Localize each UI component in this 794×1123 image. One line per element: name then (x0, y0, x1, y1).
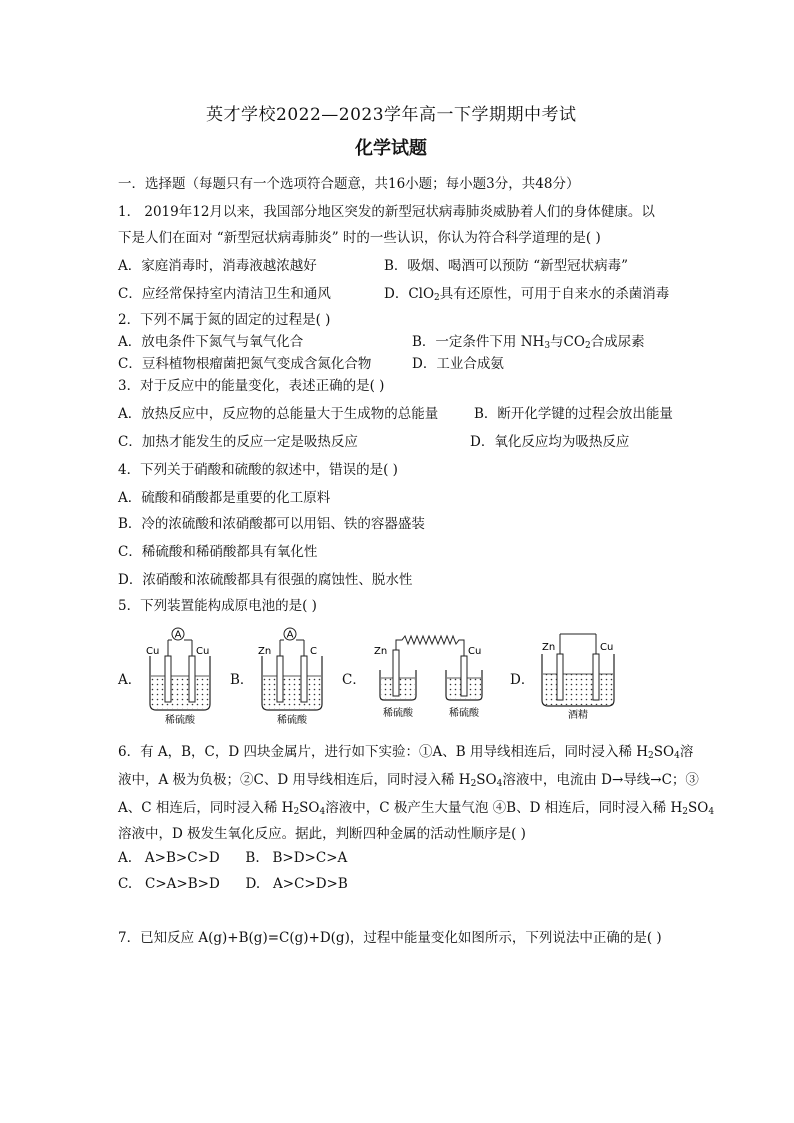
q3-option-a: A．放热反应中，反应物的总能量大于生成物的总能量 (118, 406, 439, 422)
q5-figure-d-letter: D． (510, 672, 535, 688)
electrode-left-label: Zn (374, 646, 388, 657)
q5-figure-b-letter: B． (230, 672, 254, 688)
electrode-right-label: Cu (600, 642, 614, 653)
electrode-right (189, 656, 195, 702)
q4-option-b: B．冷的浓硫酸和浓硝酸都可以用铝、铁的容器盛装 (118, 516, 425, 532)
q6-line3: A、C 相连后，同时浸入稀 $H_2SO_4$溶液中，C 极产生大量气泡 ④B、D 相连后，同时浸入稀 $H_2SO_4$ (118, 800, 715, 817)
electrode-right-label: Cu (196, 646, 210, 657)
q3-option-d: D．氧化反应均为吸热反应 (470, 434, 630, 450)
liquid-left-label: 稀硫酸 (383, 708, 413, 719)
electrode-left-label: Zn (258, 646, 272, 657)
electrode-right (461, 656, 467, 696)
electrode-left-label: Cu (146, 646, 160, 657)
q5-figure-d (534, 622, 620, 722)
ammeter-label: A (286, 629, 294, 641)
q6-options-row1: A. A>B>C>D B. B>D>C>A (118, 850, 348, 866)
q6-line4: 溶液中，D 极发生氧化反应。据此，判断四种金属的活动性顺序是( ) (118, 826, 526, 842)
liquid-label: 稀硫酸 (165, 715, 195, 726)
q2-option-d: D．工业合成氨 (412, 356, 504, 372)
q4-option-a: A．硫酸和硝酸都是重要的化工原料 (118, 490, 331, 506)
electrode-right (593, 654, 599, 700)
q1-option-a: A．家庭消毒时，消毒液越浓越好 (118, 258, 317, 274)
q3-option-b: B．断开化学键的过程会放出能量 (474, 406, 673, 422)
q5-figure-c (368, 622, 496, 722)
q1-option-d: D．ClO$_2$具有还原性，可用于自来水的杀菌消毒 (384, 286, 670, 303)
electrode-left-label: Zn (542, 642, 556, 653)
ammeter-label: A (174, 629, 182, 641)
electrode-left (393, 650, 399, 696)
exam-title: 英才学校2022—2023学年高一下学期期中考试 (206, 105, 577, 125)
electrode-right-label: C (310, 646, 317, 657)
electrode-right (301, 656, 307, 702)
q3-option-c: C．加热才能发生的反应一定是吸热反应 (118, 434, 358, 450)
section-heading: 一．选择题（每题只有一个选项符合题意，共16小题；每小题3分，共48分） (118, 176, 580, 192)
q5-figure-a-letter: A． (118, 672, 142, 688)
electrode-left (557, 654, 563, 700)
liquid-label: 酒精 (568, 710, 588, 721)
q2-option-b: B．一定条件下用 $NH_3$与$CO_2$合成尿素 (412, 334, 645, 351)
q6-line2: 液中，A 极为负极；②C、D 用导线相连后，同时浸入稀 $H_2SO_4$溶液中，电流由 D→导线→C；③ (118, 772, 699, 789)
q4-option-c: C．稀硫酸和稀硝酸都具有氧化性 (118, 544, 318, 560)
q1-stem-line2: 下是人们在面对 “新型冠状病毒肺炎” 时的一些认识，你认为符合科学道理的是( ) (118, 230, 601, 246)
liquid-label: 稀硫酸 (277, 715, 307, 726)
q2-option-c: C．豆科植物根瘤菌把氮气变成含氮化合物 (118, 356, 372, 372)
q4-stem: 4．下列关于硝酸和硫酸的叙述中，错误的是( ) (118, 462, 398, 478)
electrode-left (277, 656, 283, 702)
q7-stem: 7．已知反应 A(g)+B(g)=C(g)+D(g)，过程中能量变化如图所示，下列说法中正确的是( ) (118, 930, 662, 946)
q4-option-d: D．浓硝酸和浓硫酸都具有很强的腐蚀性、脱水性 (118, 572, 413, 588)
exam-subtitle: 化学试题 (355, 138, 427, 159)
q5-figure-b (252, 622, 332, 726)
q5-stem: 5．下列装置能构成原电池的是( ) (118, 598, 317, 614)
q1-option-c: C．应经常保持室内清洁卫生和通风 (118, 286, 331, 302)
q5-figure-a (140, 622, 220, 726)
q2-stem: 2．下列不属于氮的固定的过程是( ) (118, 312, 331, 328)
liquid-right-label: 稀硫酸 (449, 708, 479, 719)
q1-stem-line1: 1． 2019年12月以来，我国部分地区突发的新型冠状病毒肺炎威胁着人们的身体健康。以 (118, 204, 655, 220)
electrode-right-label: Cu (468, 646, 482, 657)
electrode-left (165, 656, 171, 702)
wire-coil (396, 636, 464, 656)
q6-options-row2: C. C>A>B>D D. A>C>D>B (118, 876, 348, 892)
q5-figure-c-letter: C． (342, 672, 366, 688)
q1-option-b: B．吸烟、喝酒可以预防 “新型冠状病毒” (384, 258, 629, 274)
q6-line1: 6．有 A，B，C，D 四块金属片，进行如下实验：①A、B 用导线相连后，同时浸入稀 $H_2SO_4$溶 (118, 744, 694, 761)
q3-stem: 3．对于反应中的能量变化，表述正确的是( ) (118, 378, 385, 394)
q2-option-a: A．放电条件下氮气与氧气化合 (118, 334, 304, 350)
